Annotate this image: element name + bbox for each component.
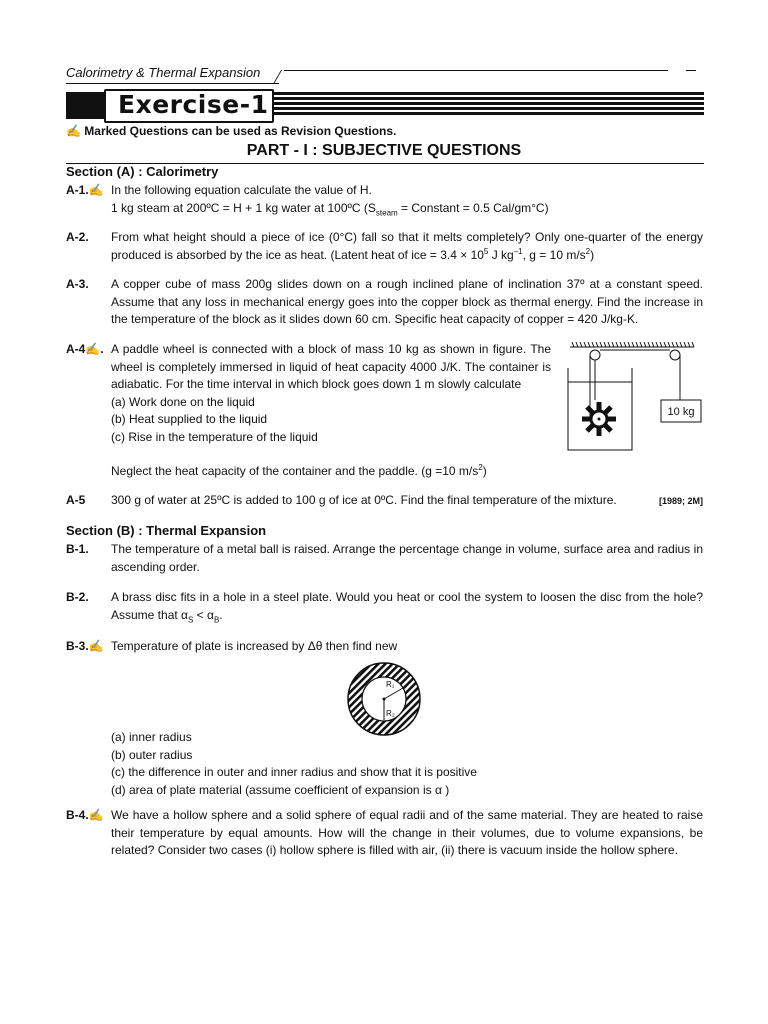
question-number: A-2.: [66, 230, 89, 244]
exercise-banner-block: [66, 92, 108, 119]
outer-radius-label: R₂: [386, 709, 395, 718]
question-text: 300 g of water at 25ºC is added to 100 g of ice at 0ºC. Find the final temperature of the mixture.: [111, 493, 617, 507]
page-mark: [686, 70, 696, 71]
paddle-wheel-icon: [582, 402, 616, 436]
question-number: B-4.✍: [66, 808, 104, 822]
question-number: A-5: [66, 493, 86, 507]
question-text: The temperature of a metal ball is raised. Arrange the percentage change in volume, surface area and radius in ascending order.: [111, 542, 703, 574]
exercise-banner-lines: [274, 92, 704, 117]
question-text: A paddle wheel is connected with a block of mass 10 kg as shown in figure. The wheel is completely immersed in liquid of heat capacity 4000 J/K. The container is adiabatic. For the time interval in which block goes down 1 m slowly calculate: [111, 342, 551, 391]
exercise-title: Exercise-1: [118, 90, 269, 119]
option-d: (d) area of plate material (assume coefficient of expansion is α ): [111, 782, 450, 797]
question-text: Temperature of plate is increased by Δθ then find new: [111, 639, 398, 653]
exam-tag: [1989; 2M]: [658, 496, 703, 506]
option-b: (b) Heat supplied to the liquid: [111, 412, 268, 426]
question-number: A-1.✍: [66, 183, 104, 197]
section-b-title: Section (B) : Thermal Expansion: [66, 523, 267, 538]
option-a: (a) inner radius: [111, 730, 192, 744]
question-number: A-3.: [66, 277, 89, 291]
inner-radius-label: R₁: [386, 680, 395, 689]
block-label: 10 kg: [667, 406, 695, 418]
question-text: In the following equation calculate the value of H.: [111, 183, 372, 197]
question-number: B-1.: [66, 542, 89, 556]
question-text: We have a hollow sphere and a solid sphere of equal radii and of the same material. They are heated to raise their temperature by equal amounts. How will the change in their volumes, due to volume expansions, be related? Consider two cases (i) hollow sphere is filled with air, (ii) there is vacuum inside the hollow sphere.: [111, 808, 703, 857]
revision-note: ✍ Marked Questions can be used as Revision Questions.: [66, 124, 397, 138]
question-equation: 1 kg steam at 200ºC = H + 1 kg water at 100ºC ($S_{steam}$ = Constant = 0.5 Cal/gm°C): [111, 200, 549, 217]
option-c: (c) the difference in outer and inner radius and show that it is positive: [111, 765, 477, 779]
question-text: A brass disc fits in a hole in a steel plate. Would you heat or cool the system to loosen the disc from the hole? Assume that $\alpha_S < \alpha_B$.: [111, 590, 703, 624]
ceiling-hatching: [572, 342, 694, 347]
question-text: A copper cube of mass 200g slides down on a rough inclined plane of inclination 37º at a constant speed. Assume that any loss in mechanical energy goes into the copper block as thermal energy. Find the increase in the temperature of the block as it slides down 60 cm. Specific heat capacity of copper = 420 J/kg-K.: [111, 277, 703, 326]
question-number: B-3.✍: [66, 639, 104, 653]
annular-plate-figure: [345, 660, 423, 738]
header-rule-top: [284, 70, 668, 71]
question-note: Neglect the heat capacity of the container and the paddle. (g =10 $m/s^2$): [111, 463, 487, 478]
paddle-wheel-figure: [562, 338, 704, 454]
chapter-title: Calorimetry & Thermal Expansion: [66, 65, 261, 80]
section-a-title: Section (A) : Calorimetry: [66, 164, 219, 179]
header-rule: [66, 83, 279, 84]
question-text: From what height should a piece of ice (0°C) fall so that it melts completely? Only one-quarter of the energy produced is absorbed by the ice as heat. (Latent heat of ice = $3.4 \times 10^5$ J $kg^{-1}$, g = 10 $m/s^2$): [111, 230, 703, 262]
header-rule-slant: [273, 70, 282, 84]
question-number: B-2.: [66, 590, 89, 604]
option-c: (c) Rise in the temperature of the liquid: [111, 429, 318, 444]
option-a: (a) Work done on the liquid: [111, 394, 255, 409]
question-number: A-4✍.: [66, 342, 104, 356]
option-b: (b) outer radius: [111, 747, 193, 762]
part-title: PART - I : SUBJECTIVE QUESTIONS: [246, 142, 522, 159]
